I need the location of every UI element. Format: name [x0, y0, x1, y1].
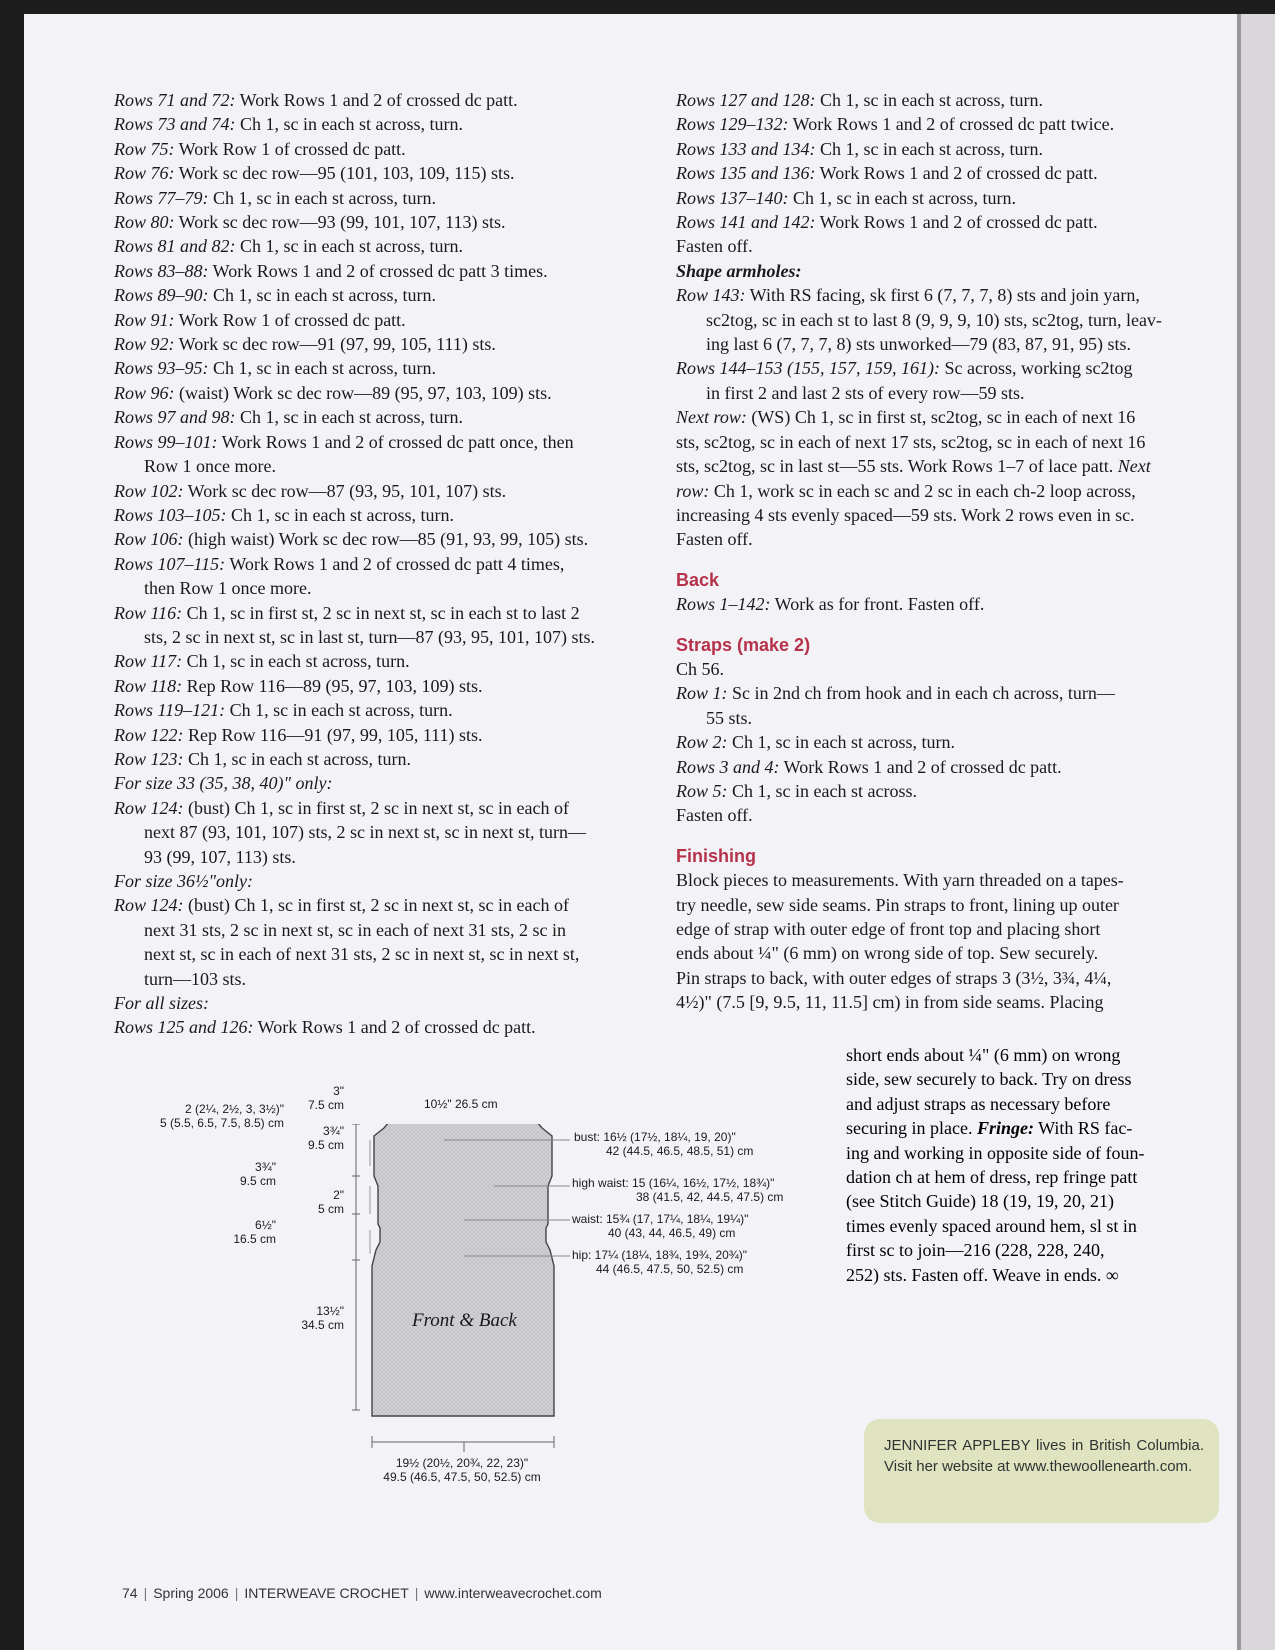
- author-bio: JENNIFER APPLEBY lives in British Columbia. Visit her website at www.thewoollenearth.com.: [884, 1437, 1204, 1475]
- instruction-text: Rep Row 116—89 (95, 97, 103, 109) sts.: [182, 675, 483, 696]
- row-label: Row 102:: [114, 480, 184, 501]
- high-waist-label: high waist: 15 (16¼, 16½, 17½, 18¾)" 38 (41.5, 42, 44.5, 47.5) cm: [572, 1176, 784, 1204]
- row-label: For size 36½"only:: [114, 871, 254, 891]
- instruction-text: Fasten off.: [676, 529, 753, 550]
- page-number: 74: [122, 1585, 138, 1601]
- instruction-text: (bust) Ch 1, sc in first st, 2 sc in next st, sc in each of: [183, 797, 569, 818]
- instruction-text: in first 2 and last 2 sts of every row—59 sts.: [706, 382, 1025, 403]
- instruction-text: Work sc dec row—93 (99, 101, 107, 113) sts.: [174, 212, 506, 233]
- instruction-line: [676, 503, 1216, 527]
- finishing-text: dation ch at hem of dress, rep fringe patt: [846, 1167, 1138, 1188]
- row-label: Row 92:: [114, 334, 175, 355]
- row-label: Rows 103–105:: [114, 504, 227, 525]
- instruction-line: [114, 893, 679, 917]
- row-label: Row 124:: [114, 895, 184, 916]
- finishing-text: (see Stitch Guide) 18 (19, 19, 20, 21): [846, 1191, 1114, 1212]
- row-label: Rows 133 and 134:: [676, 138, 816, 159]
- vert-label-3: 2" 5 cm: [317, 1188, 344, 1216]
- row-label: Row 117:: [114, 651, 183, 672]
- instruction-line: [114, 308, 679, 332]
- instruction-text: Rep Row 116—91 (97, 99, 105, 111) sts.: [183, 724, 483, 745]
- row-label: Row 75:: [114, 138, 175, 159]
- instruction-text: Fasten off.: [676, 236, 753, 257]
- instruction-text: Ch 1, sc in each st across, turn.: [235, 236, 463, 257]
- row-label: Rows 135 and 136:: [676, 163, 816, 184]
- row-label: Rows 141 and 142:: [676, 212, 816, 233]
- instruction-line: [114, 918, 679, 942]
- row-label: Rows 107–115:: [114, 553, 226, 574]
- front-back-schematic: [114, 1084, 854, 1534]
- instruction-line: [114, 601, 679, 625]
- row-label: Rows 129–132:: [676, 114, 789, 135]
- section-heading: Straps (make 2): [676, 634, 811, 655]
- finishing-text: ing and working in opposite side of foun-: [846, 1142, 1145, 1163]
- instruction-line: [114, 161, 679, 185]
- finishing-line: [676, 1067, 1216, 1091]
- instruction-text: Sc in 2nd ch from hook and in each ch across, turn—: [727, 683, 1115, 704]
- instruction-text: Work Rows 1 and 2 of crossed dc patt once, then: [217, 431, 574, 452]
- instruction-line: [114, 112, 679, 136]
- finishing-line: ends about ¼" (6 mm) on wrong side of top. Sew securely.: [676, 943, 1099, 964]
- instruction-text: next 31 sts, 2 sc in next st, sc in each of next 31 sts, 2 sc in: [144, 919, 566, 940]
- instruction-line: [676, 308, 1216, 332]
- instruction-line: [114, 796, 679, 820]
- row-label: For size 33 (35, 38, 40)" only:: [114, 773, 333, 794]
- instruction-line: [676, 454, 1216, 478]
- row-label: Rows 73 and 74:: [114, 114, 236, 135]
- row-label: Rows 1–142:: [676, 594, 771, 615]
- instruction-line: [114, 186, 679, 210]
- finishing-line: edge of strap with outer edge of front top and placing short: [676, 919, 1101, 939]
- instruction-text: Row 1 once more.: [144, 456, 276, 477]
- instruction-line: [676, 430, 1216, 454]
- row-label: Rows 81 and 82:: [114, 236, 236, 257]
- instruction-line: [676, 755, 1216, 779]
- instruction-line: [676, 681, 1216, 705]
- instruction-line: [114, 430, 679, 454]
- row-label: Row 123:: [114, 748, 184, 769]
- top-width-label: 10½" 26.5 cm: [424, 1097, 498, 1111]
- row-label: Rows 71 and 72:: [114, 90, 236, 110]
- row-label: Row 91:: [114, 309, 175, 330]
- instruction-line: [676, 161, 1216, 185]
- instruction-text: Ch 1, sc in each st across, turn.: [815, 138, 1043, 159]
- row-label: Row 5:: [676, 780, 728, 801]
- vert-label-4: 13½" 34.5 cm: [301, 1304, 344, 1332]
- instruction-line: [676, 657, 1216, 681]
- instruction-line: [676, 527, 1216, 551]
- page-spine-edge: [1237, 14, 1241, 1650]
- instruction-line: [114, 820, 679, 844]
- instruction-text: Ch 1, sc in each st across, turn.: [788, 187, 1016, 208]
- magazine-name: INTERWEAVE CROCHET: [244, 1585, 409, 1601]
- row-label: Rows 119–121:: [114, 700, 226, 721]
- issue: Spring 2006: [153, 1585, 229, 1601]
- row-label: Row 76:: [114, 163, 175, 184]
- instruction-line: [676, 730, 1216, 754]
- instruction-line: [676, 259, 1216, 283]
- instruction-text: Ch 1, sc in each st across, turn.: [225, 700, 453, 721]
- row-label: Rows 3 and 4:: [676, 756, 780, 777]
- instruction-text: 55 sts.: [706, 707, 753, 728]
- instruction-text: Work Rows 1 and 2 of crossed dc patt.: [815, 212, 1098, 233]
- instruction-text: Fasten off.: [676, 805, 753, 826]
- instruction-line: [676, 779, 1216, 803]
- instructions-right-column: [676, 88, 1216, 1015]
- instruction-text: turn—103 sts.: [144, 968, 247, 989]
- finishing-line: [676, 1092, 1216, 1116]
- instruction-line: [676, 405, 1216, 429]
- instruction-text: Work Row 1 of crossed dc patt.: [174, 138, 406, 159]
- row-label: Next row:: [676, 407, 747, 428]
- row-label: Rows 144–153 (155, 157, 159, 161):: [676, 358, 940, 379]
- instruction-text: ing last 6 (7, 7, 7, 8) sts unworked—79 (83, 87, 91, 95) sts.: [706, 334, 1131, 355]
- instruction-text: Work sc dec row—87 (93, 95, 101, 107) sts.: [183, 480, 507, 501]
- fringe-label: Fringe:: [976, 1118, 1034, 1139]
- instruction-line: [676, 112, 1216, 136]
- row-label: Rows 125 and 126:: [114, 1017, 254, 1038]
- instruction-line: [114, 942, 679, 966]
- instruction-text: Ch 56.: [676, 658, 725, 679]
- instruction-text: (bust) Ch 1, sc in first st, 2 sc in next st, sc in each of: [183, 895, 569, 916]
- instruction-text: sts, sc2tog, sc in each of next 17 sts, sc2tog, sc in each of next 16: [676, 431, 1146, 452]
- row-label: Row 1:: [676, 683, 728, 704]
- row-label: row:: [676, 480, 710, 501]
- instruction-line: [114, 356, 679, 380]
- instruction-line: [676, 137, 1216, 161]
- vert-label-2: 3¾" 9.5 cm: [307, 1124, 344, 1152]
- row-label: Row 80:: [114, 212, 175, 233]
- instruction-line: [676, 479, 1216, 503]
- finishing-line: try needle, sew side seams. Pin straps to front, lining up outer: [676, 894, 1119, 915]
- instruction-text: Ch 1, sc in each st across, turn.: [182, 651, 410, 672]
- instruction-line: [114, 527, 679, 551]
- instruction-line: [114, 210, 679, 234]
- instruction-text: Ch 1, sc in each st across, turn.: [226, 504, 454, 525]
- instruction-text: Work Rows 1 and 2 of crossed dc patt.: [815, 163, 1098, 184]
- row-label: For all sizes:: [114, 993, 210, 1014]
- instruction-line: [114, 649, 679, 673]
- instructions-left-column: [114, 88, 679, 1040]
- row-label: Rows 83–88:: [114, 260, 209, 281]
- row-label: Rows 137–140:: [676, 187, 789, 208]
- instruction-text: 93 (99, 107, 113) sts.: [144, 846, 296, 867]
- instruction-text: Ch 1, sc in each st across, turn.: [183, 748, 411, 769]
- instruction-line: [114, 503, 679, 527]
- waist-label: waist: 15¾ (17, 17¼, 18¼, 19¼)" 40 (43, 44, 46.5, 49) cm: [572, 1212, 749, 1240]
- instruction-text: sts, 2 sc in next st, sc in last st, turn—87 (93, 95, 101, 107) sts.: [144, 626, 595, 647]
- instruction-line: [114, 88, 679, 112]
- instruction-text: Work Rows 1 and 2 of crossed dc patt.: [235, 90, 518, 110]
- finishing-text: 252) sts. Fasten off. Weave in ends. ∞: [846, 1264, 1119, 1285]
- bust-label: bust: 16½ (17½, 18¼, 19, 20)" 42 (44.5, 46.5, 48.5, 51) cm: [574, 1130, 754, 1158]
- instruction-text: sc2tog, sc in each st to last 8 (9, 9, 9, 10) sts, sc2tog, turn, leav-: [706, 309, 1162, 330]
- instruction-text: Work sc dec row—95 (101, 103, 109, 115) sts.: [174, 163, 515, 184]
- instruction-text: increasing 4 sts evenly spaced—59 sts. Work 2 rows even in sc.: [676, 504, 1135, 525]
- instruction-line: [114, 283, 679, 307]
- finishing-line: Block pieces to measurements. With yarn threaded on a tapes-: [676, 870, 1124, 891]
- instruction-line: [114, 723, 679, 747]
- instruction-line: [114, 698, 679, 722]
- magazine-url[interactable]: www.interweavecrochet.com: [424, 1585, 602, 1601]
- finishing-text: short ends about ¼" (6 mm) on wrong: [846, 1045, 1121, 1065]
- instruction-line: [114, 674, 679, 698]
- instruction-line: [114, 479, 679, 503]
- instruction-line: [676, 803, 1216, 827]
- instruction-line: [114, 332, 679, 356]
- piece-label: Front & Back: [412, 1310, 517, 1331]
- instruction-text: Ch 1, sc in each st across.: [727, 780, 917, 801]
- instruction-line: [114, 747, 679, 771]
- instruction-text: sts, sc2tog, sc in last st—55 sts. Work Rows 1–7 of lace patt.: [676, 456, 1118, 477]
- instruction-line: [114, 771, 679, 795]
- instruction-line: [114, 552, 679, 576]
- instruction-line: [114, 625, 679, 649]
- finishing-text: first sc to join—216 (228, 228, 240,: [846, 1240, 1105, 1261]
- instruction-line: [114, 381, 679, 405]
- instruction-line: [114, 137, 679, 161]
- instruction-text: Work Rows 1 and 2 of crossed dc patt 4 times,: [225, 553, 565, 574]
- instruction-line: [114, 405, 679, 429]
- instruction-line: [676, 332, 1216, 356]
- row-label: Row 143:: [676, 285, 746, 306]
- finishing-line: 4½)" (7.5 [9, 9.5, 11, 11.5] cm) in from side seams. Placing: [676, 992, 1104, 1013]
- bottom-width-label: 19½ (20½, 20¾, 22, 23)" 49.5 (46.5, 47.5, 50, 52.5) cm: [383, 1456, 541, 1484]
- left-label-2: 3¾" 9.5 cm: [239, 1160, 276, 1188]
- instruction-line: [114, 869, 679, 893]
- instruction-text: Ch 1, sc in each st across, turn.: [208, 285, 436, 306]
- row-label: Row 96:: [114, 382, 175, 403]
- instruction-line: [114, 991, 679, 1015]
- instruction-text: Work sc dec row—91 (97, 99, 105, 111) sts.: [174, 334, 496, 355]
- instruction-text: (waist) Work sc dec row—89 (95, 97, 103, 109) sts.: [174, 382, 552, 403]
- vert-label-1: 3" 7.5 cm: [307, 1084, 344, 1112]
- instruction-line: [676, 283, 1216, 307]
- instruction-text: Ch 1, sc in each st across, turn.: [235, 407, 463, 428]
- instruction-text: Work as for front. Fasten off.: [770, 594, 985, 615]
- left-label-3: 6½" 16.5 cm: [233, 1218, 276, 1246]
- row-label: Rows 127 and 128:: [676, 90, 816, 110]
- section-subheading: Shape armholes:: [676, 260, 802, 281]
- row-label: Rows 89–90:: [114, 285, 209, 306]
- instruction-text: Ch 1, sc in each st across, turn.: [208, 358, 436, 379]
- row-label: Row 124:: [114, 797, 184, 818]
- instruction-text: Ch 1, work sc in each sc and 2 sc in each ch-2 loop across,: [709, 480, 1136, 501]
- finishing-text: With RS fac-: [1033, 1118, 1133, 1139]
- instruction-line: [114, 576, 679, 600]
- instruction-line: [676, 592, 1216, 616]
- finishing-text: side, sew securely to back. Try on dress: [846, 1069, 1132, 1090]
- hip-label: hip: 17¼ (18¼, 18¾, 19¾, 20¾)" 44 (46.5, 47.5, 50, 52.5) cm: [572, 1248, 748, 1276]
- instruction-line: [676, 88, 1216, 112]
- instruction-text: next st, sc in each of next 31 sts, 2 sc in next st, sc in next st,: [144, 944, 580, 965]
- instruction-line: [114, 1015, 679, 1039]
- instruction-line: [676, 210, 1216, 234]
- instruction-line: [676, 356, 1216, 380]
- instruction-line: [114, 259, 679, 283]
- instruction-text: Work Rows 1 and 2 of crossed dc patt 3 times.: [208, 260, 548, 281]
- left-label-1: 2 (2¼, 2½, 3, 3½)" 5 (5.5, 6.5, 7.5, 8.5) cm: [159, 1102, 284, 1130]
- magazine-page: [24, 14, 1237, 1650]
- row-label: Row 106:: [114, 529, 184, 550]
- finishing-line: [676, 1043, 1216, 1067]
- dress-outline: [372, 1124, 554, 1416]
- row-label: Row 116:: [114, 602, 183, 623]
- row-label: Rows 93–95:: [114, 358, 209, 379]
- instruction-text: Sc across, working sc2tog: [940, 358, 1133, 379]
- instruction-text: Work Rows 1 and 2 of crossed dc patt twice.: [788, 114, 1115, 135]
- instruction-text: Work Rows 1 and 2 of crossed dc patt.: [779, 756, 1062, 777]
- instruction-text: Ch 1, sc in each st across, turn.: [208, 187, 436, 208]
- instruction-line: [114, 234, 679, 258]
- row-label: Row 2:: [676, 732, 728, 753]
- section-heading: Back: [676, 569, 720, 590]
- instruction-line: [114, 454, 679, 478]
- author-bio-box: [864, 1419, 1219, 1523]
- page-footer: 74 | Spring 2006 | INTERWEAVE CROCHET | www.interweavecrochet.com: [122, 1585, 602, 1601]
- row-label: Rows 97 and 98:: [114, 407, 236, 428]
- row-label: Rows 77–79:: [114, 187, 209, 208]
- instruction-text: then Row 1 once more.: [144, 578, 312, 599]
- instruction-text: Ch 1, sc in first st, 2 sc in next st, sc in each st to last 2: [182, 602, 580, 623]
- finishing-text: securing in place.: [846, 1118, 977, 1139]
- instruction-line: [676, 186, 1216, 210]
- instruction-text: Ch 1, sc in each st across, turn.: [727, 732, 955, 753]
- row-label: Next: [1117, 456, 1151, 477]
- instruction-line: [676, 234, 1216, 258]
- finishing-text: and adjust straps as necessary before: [846, 1093, 1111, 1114]
- finishing-text: times evenly spaced around hem, sl st in: [846, 1215, 1137, 1236]
- instruction-text: Work Row 1 of crossed dc patt.: [174, 309, 406, 330]
- instruction-text: Ch 1, sc in each st across, turn.: [815, 90, 1043, 110]
- instruction-line: [114, 967, 679, 991]
- section-heading: Finishing: [676, 845, 756, 866]
- row-label: Rows 99–101:: [114, 431, 218, 452]
- instruction-text: Ch 1, sc in each st across, turn.: [235, 114, 463, 135]
- instruction-text: next 87 (93, 101, 107) sts, 2 sc in next st, sc in next st, turn—: [144, 822, 586, 843]
- page-spine: [1237, 14, 1275, 1650]
- instruction-line: [676, 381, 1216, 405]
- finishing-line: Pin straps to back, with outer edges of straps 3 (3½, 3¾, 4¼,: [676, 967, 1112, 988]
- instruction-text: (high waist) Work sc dec row—85 (91, 93, 99, 105) sts.: [183, 529, 589, 550]
- instruction-text: Work Rows 1 and 2 of crossed dc patt.: [253, 1017, 536, 1038]
- row-label: Row 122:: [114, 724, 184, 745]
- instruction-line: [676, 706, 1216, 730]
- row-label: Row 118:: [114, 675, 183, 696]
- instruction-text: With RS facing, sk first 6 (7, 7, 7, 8) sts and join yarn,: [745, 285, 1140, 306]
- instruction-text: (WS) Ch 1, sc in first st, sc2tog, sc in each of next 16: [746, 407, 1136, 428]
- instruction-line: [114, 845, 679, 869]
